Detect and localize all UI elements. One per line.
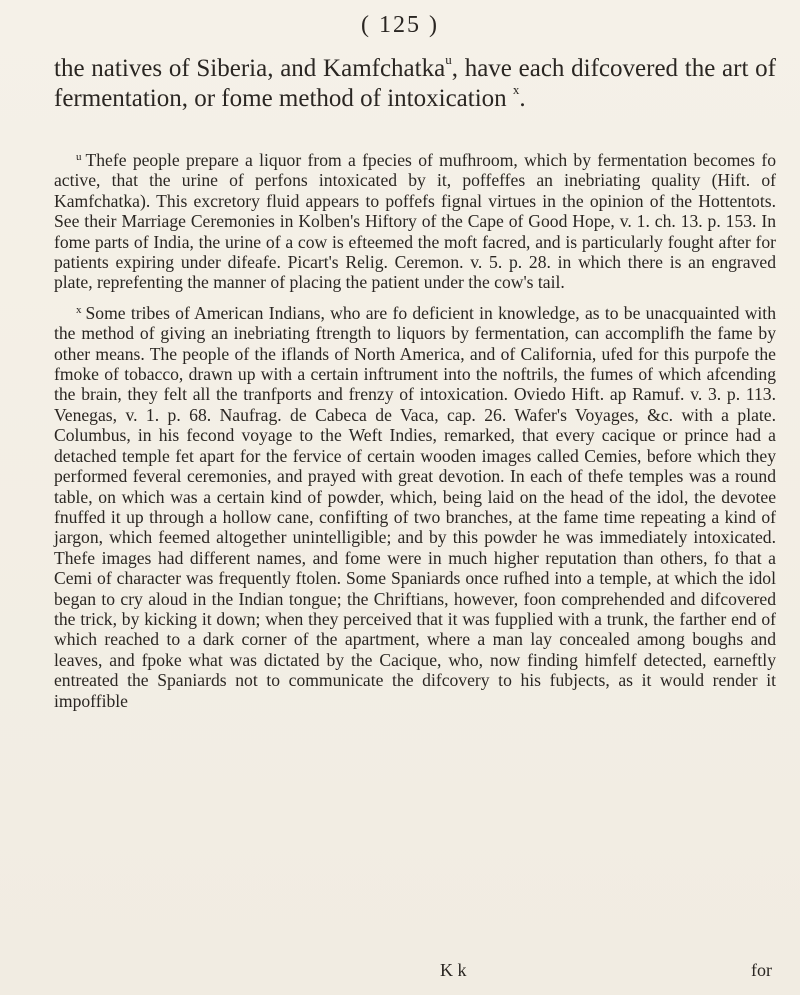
footnote-marker: x bbox=[76, 303, 82, 316]
footnote-marker: u bbox=[76, 151, 82, 163]
footnote-text: Some tribes of American Indians, who are fo deficient in knowledge, as to be unacquainted with the method of giving an inebriating ftrength to liquors by fermentation, can accomplifh the fame by other means. The people of the iflands of North America, and of California, ufed for this purpofe the fmoke of tobacco, drawn up with a certain inftrument into the noftrils, the fumes of which afcending the brain, they felt all the tranfports and frenzy of intoxication. Oviedo Hift. ap Ramuf. v. 3. p. 113. Venegas, v. 1. p. 68. Naufrag. de Cabeca de Vaca, cap. 26. Wafer's Voyages, &c. with a plate. Columbus, in his fecond voyage to the Weft Indies, remarked, that every cacique or prince had a detached temple fet apart for the fervice of certain wooden images called Cemies, before which they performed feveral ceremonies, and prayed with great devotion. In each of thefe temples was a round table, on which was a certain kind of powder, which, being laid on the head of the idol, the devotee fnuffed it up through a hollow cane, confifting of two branches, at the fame time repeating a kind of jargon, which feemed altogether unintelligible; and by this powder he was immediately intoxicated. Thefe images had different names, and fome were in much higher reputation than others, fo that a Cemi of character was frequently ftolen. Some Spaniards once rufhed into a temple, at which the idol began to cry aloud in the Indian tongue; the Chriftians, however, foon comprehended and difcovered the trick, by kicking it down; when they perceived that it was fupplied with a trunk, the farther end of which reached to a dark corner of the apartment, where a man lay concealed among boughs and leaves, and fpoke what was dictated by the Cacique, who, now finding himfelf detected, earneftly entreated the Spaniards not to communicate the difcovery to his fubjects, as it would render it impoffible bbox=[54, 302, 776, 711]
main-text-body: the natives of Siberia, and Kamfchatka bbox=[54, 55, 446, 82]
main-text-body-2: , have each difcovered the art of fermentation, or fome method of intoxication bbox=[54, 55, 776, 112]
footnote-ref-x: x bbox=[512, 82, 520, 97]
footnote-ref-u: u bbox=[445, 52, 452, 67]
main-text-end: . bbox=[519, 85, 526, 112]
footnote-text: Thefe people prepare a liquor from a fpecies of mufhroom, which by fermentation becomes fo active, that the urine of perfons intoxicated by it, poffeffes an inebriating quality (Hift. of Kamfchatka). This excretory fluid appears to poffefs fignal virtues in the opinion of the Hottentots. See their Marriage Ceremonies in Kolben's Hiftory of the Cape of Good Hope, v. 1. ch. 13. p. 153. In fome parts of India, the urine of a cow is efteemed the moft facred, and is particularly fought after for patients expiring under difeafe. Picart's Relig. Ceremon. v. 5. p. 28. in which there is an engraved plate, reprefenting the manner of placing the patient under the cow's tail. bbox=[54, 150, 776, 293]
footnotes bbox=[54, 150, 776, 711]
catchword: for bbox=[751, 960, 772, 980]
footnote-u bbox=[54, 150, 776, 293]
page-number: ( 125 ) bbox=[361, 12, 439, 38]
main-text bbox=[54, 54, 776, 114]
footnote-x bbox=[54, 303, 776, 711]
signature-mark: K k bbox=[440, 960, 467, 980]
